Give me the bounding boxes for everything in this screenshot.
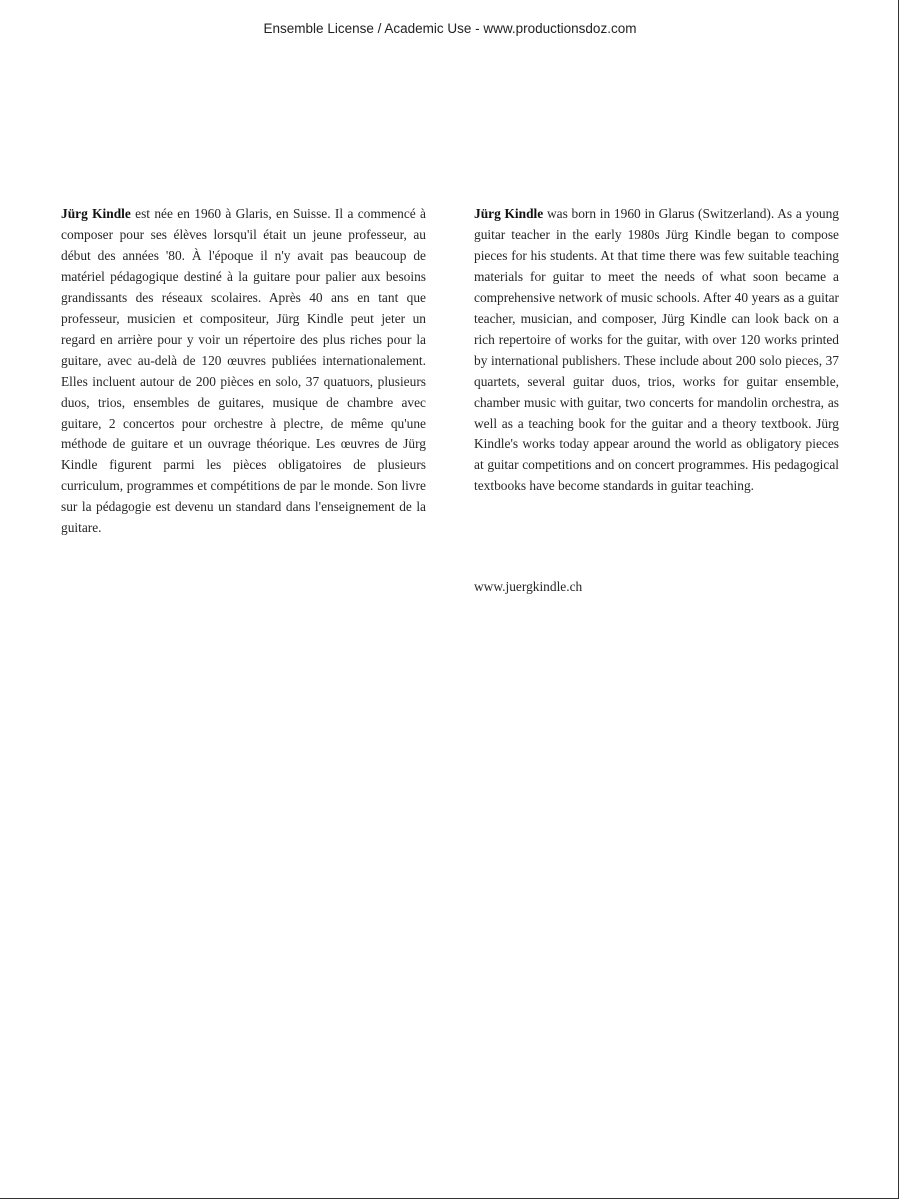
license-header: Ensemble License / Academic Use - www.productionsdoz.com xyxy=(263,21,637,36)
biography-english-text: was born in 1960 in Glarus (Switzerland). As a young guitar teacher in the early 1980s Jürg Kindle began to compose pieces for his students. At that time there was few suitable teaching materials for guitar to meet the needs of what soon became a comprehensive network of music schools. After 40 years as a guitar teacher, musician, and composer, Jürg Kindle can look back on a rich repertoire of works for the guitar, with over 120 works printed by international publishers. These include about 200 solo pieces, 37 quartets, several guitar duos, trios, works for guitar ensemble, chamber music with guitar, two concerts for mandolin orchestra, as well as a teaching book for the guitar and a theory textbook. Jürg Kindle's works today appear around the world as obligatory pieces at guitar competitions and on concert programmes. His pedagogical textbooks have become standards in guitar teaching. xyxy=(474,206,839,494)
composer-name-en: Jürg Kindle xyxy=(474,206,544,221)
biography-french-text: est née en 1960 à Glaris, en Suisse. Il a commencé à composer pour ses élèves lorsqu'il était un jeune professeur, au début des années '80. À l'époque il n'y avait pas beaucoup de matériel pédagogique destiné à la guitare pour palier aux besoins grandissants des réseaux scolaires. Après 40 ans en tant que professeur, musicien et compositeur, Jürg Kindle peut jeter un regard en arrière pour y voir un répertoire des plus riches pour la guitare, avec au-delà de 120 œuvres publiées internationalement. Elles incluent autour de 200 pièces en solo, 37 quatuors, plusieurs duos, trios, ensembles de guitares, musique de chambre avec guitare, 2 concertos pour orchestre à plectre, de même qu'une méthode de guitare et un ouvrage théorique. Les œuvres de Jürg Kindle figurent parmi les pièces obligatoires de plusieurs curriculum, programmes et compétitions de par le monde. Son livre sur la pédagogie est devenu un standard dans l'enseignement de la guitare. xyxy=(61,206,426,536)
composer-name-fr: Jürg Kindle xyxy=(61,206,131,221)
website-link[interactable]: www.juergkindle.ch xyxy=(474,579,583,594)
biography-french xyxy=(61,204,426,539)
biography-english xyxy=(474,204,839,497)
